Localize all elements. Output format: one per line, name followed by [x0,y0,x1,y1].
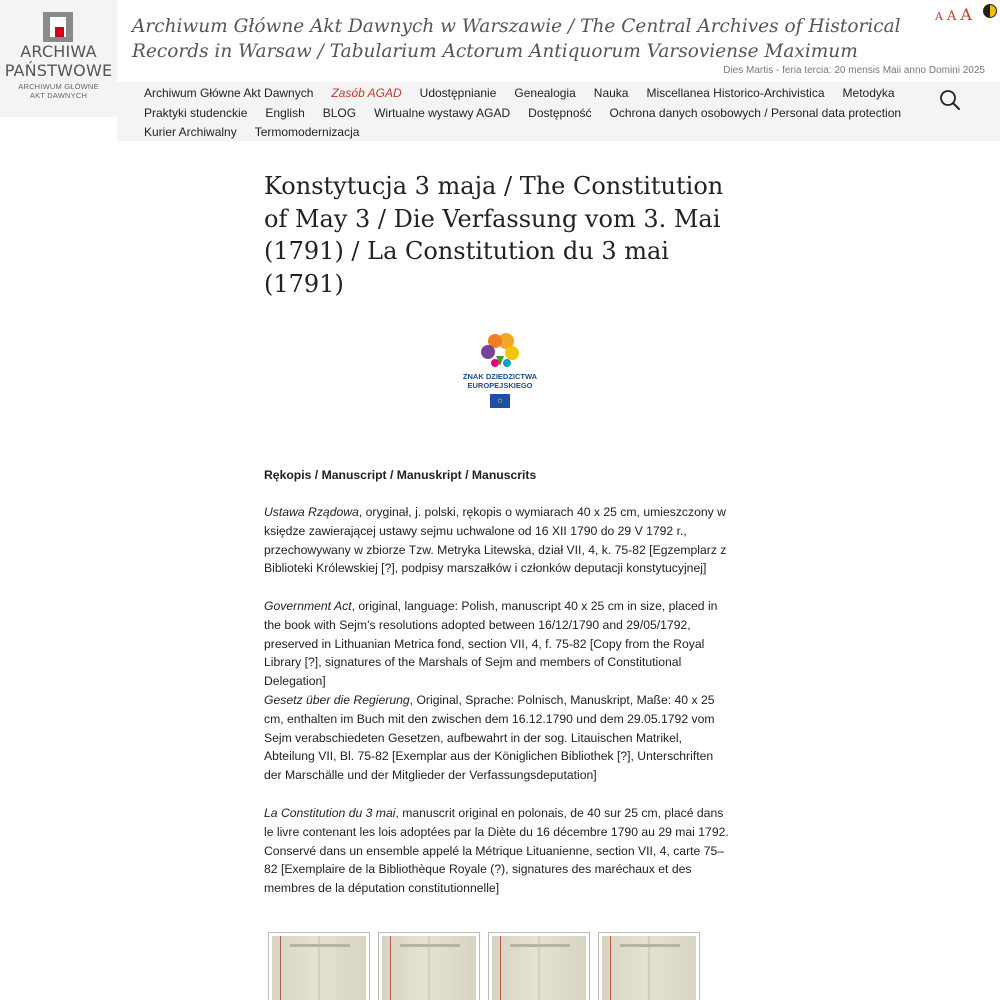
nav-item[interactable]: Ochrona danych osobowych / Personal data protection [609,105,902,120]
description-french [264,804,734,898]
nav-item[interactable]: Udostępnianie [419,86,497,100]
contrast-toggle-icon[interactable] [983,4,997,18]
manuscript-thumbnail[interactable] [268,932,370,1000]
paragraph-text: , oryginał, j. polski, rękopis o wymiarach 40 x 25 cm, umieszczony w księdze zawierającej ustawy sejmu uchwalone od 16 XII 1790 do 29 V 1792 r., przechowywany w zbiorze Tzw. Metryka Litewska, dział VII, 4, k. 75-82 [Egzemplarz z Biblioteki Królewskiej [?], podpisy marszałków i członków deputacji konstytucyjnej] [264,505,727,576]
nav-item[interactable]: English [265,105,305,120]
manuscript-thumbnail[interactable] [488,932,590,1000]
font-size-small-button[interactable]: A [935,10,943,23]
manuscript-page-image [382,936,476,1000]
nav-item[interactable]: Praktyki studenckie [144,105,248,120]
nav-item[interactable]: Kurier Archiwalny [144,125,237,139]
manuscript-page-image [492,936,586,1000]
search-icon[interactable] [939,89,961,111]
eu-flag-icon: ✩ [490,394,510,408]
paragraph-text: , manuscrit original en polonais, de 40 sur 25 cm, placé dans le livre contenant les lois adoptées par la Diète du 16 décembre 1790 au 29 mai 1792. Conservé dans un ensemble appelé la Métrique Lituanienne, section VII, 4, carte 75–82 [Exemplaire de la Bibliothèque Royale (?), signatures des maréchaux et des membres de la députation constitutionnelle] [264,806,729,896]
nav-item[interactable]: Termomodernizacja [254,125,360,139]
font-size-medium-button[interactable]: A [946,9,957,24]
nav-item[interactable]: Genealogia [514,86,576,100]
description-english [264,597,734,691]
manuscript-gallery [268,932,700,1000]
heritage-flower-icon [468,332,532,370]
nav-item[interactable]: BLOG [322,105,357,120]
manuscript-thumbnail[interactable] [378,932,480,1000]
archives-emblem-icon [43,12,73,42]
nav-item[interactable]: Archiwum Główne Akt Dawnych [144,86,314,100]
date-line: Dies Martis - feria tercia: 20 mensis Maii anno Domini 2025 [723,65,985,76]
manuscript-thumbnail[interactable] [598,932,700,1000]
paragraph-lead: Government Act [264,599,352,613]
site-title[interactable]: Archiwum Główne Akt Dawnych w Warszawie / The Central Archives of Historical Records in Warsaw / Tabularium Actorum Antiquorum Varsoviense Maximum [132,16,901,62]
paragraph-lead: La Constitution du 3 mai [264,806,396,820]
paragraph-text: , Original, Sprache: Polnisch, Manuskript, Maße: 40 x 25 cm, enthalten im Buch mit den zwischen dem 16.12.1790 und dem 29.05.1792 vom Sejm verabschiedeten Gesetzen, aufbewahrt in der sog. Litauischen Matrikel, Abteilung VII, Bl. 75-82 [Exemplar aus der Königlichen Bibliothek [?], Unterschriften der Marschälle und der Mitglieder der Verfassungsdeputation] [264,693,715,783]
nav-item[interactable]: Miscellanea Historico-Archivistica [646,86,825,100]
description-polish [264,503,734,578]
paragraph-lead: Gesetz über die Regierung [264,693,410,707]
logo-title: ARCHIWA PAŃSTWOWE [4,42,113,80]
paragraph-lead: Ustawa Rządowa [264,505,359,519]
font-size-controls [935,5,972,24]
nav-menu [144,84,924,143]
manuscript-heading: Rękopis / Manuscript / Manuskript / Manuscrits [264,468,537,482]
page-title: Konstytucja 3 maja / The Constitution of May 3 / Die Verfassung vom 3. Mai (1791) / La Constitution du 3 mai (1791) [264,172,724,298]
manuscript-page-image [602,936,696,1000]
manuscript-page-image [272,936,366,1000]
heritage-label-text: ZNAK DZIEDZICTWA EUROPEJSKIEGO [462,372,538,390]
site-logo[interactable] [0,0,117,117]
nav-item[interactable]: Metodyka [842,86,895,100]
nav-item[interactable]: Dostępność [528,105,592,120]
nav-item[interactable]: Zasób AGAD [331,86,402,100]
european-heritage-label [455,332,545,412]
paragraph-text: , original, language: Polish, manuscript 40 x 25 cm in size, placed in the book with Sejm’s resolutions adopted between 16/12/1790 and 29/05/1792, preserved in Lithuanian Metrica fond, section VII, 4, f. 75-82 [Copy from the Royal Library [?], signatures of the Marshals of Sejm and members of Constitutional Delegation] [264,599,718,689]
font-size-large-button[interactable]: A [960,5,972,24]
nav-item[interactable]: Wirtualne wystawy AGAD [374,105,511,120]
nav-item[interactable]: Nauka [593,86,629,100]
description-german [264,691,734,785]
main-navigation [117,82,1000,141]
logo-subtitle: ARCHIWUM GŁÓWNE AKT DAWNYCH [18,82,99,100]
